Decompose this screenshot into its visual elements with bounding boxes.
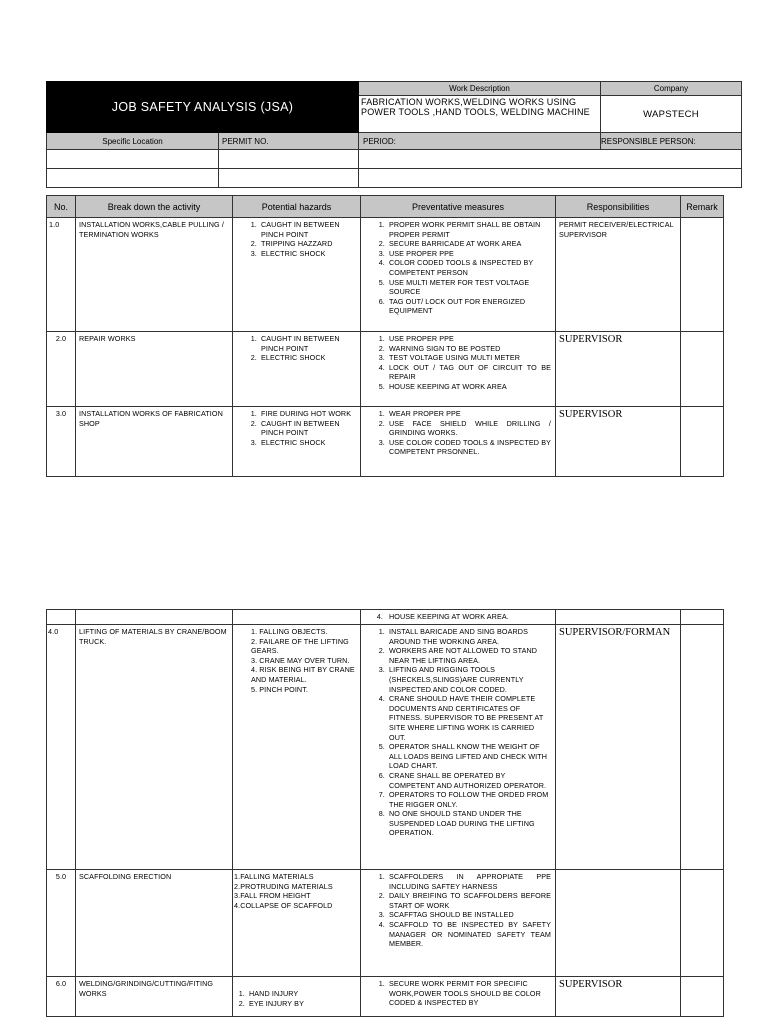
work-description-text: FABRICATION WORKS,WELDING WORKS USING POWER TOOLS ,HAND TOOLS, WELDING MACHINE: [361, 97, 590, 117]
hazard-item: 2.PROTRUDING MATERIALS: [234, 881, 333, 891]
jsa-activity-table-continued: [46, 609, 724, 1017]
row-number: 5.0: [47, 870, 76, 977]
hazards-cell: [233, 407, 361, 477]
work-description-label: Work Description: [359, 82, 601, 96]
responsibility-cell: SUPERVISOR: [556, 977, 681, 1017]
measure-item: 2. USE FACE SHIELD WHILE DRILLING / GRINDING WORKS.: [387, 419, 551, 438]
table-row: [47, 610, 724, 625]
hazard-item: 1. CAUGHT IN BETWEEN PINCH POINT: [259, 220, 360, 239]
measure-item: 3. LIFTING AND RIGGING TOOLS (SHECKELS,SLINGS)ARE CURRENTLY INSPECTED AND COLOR CODED.: [387, 665, 551, 694]
measure-item: 6. CRANE SHALL BE OPERATED BY COMPETENT AND AUTHORIZED OPERATOR.: [387, 771, 551, 790]
row-number: 4.0: [47, 625, 76, 870]
measure-item: 4. SCAFFOLD TO BE INSPECTED BY SAFETY MANAGER OR NOMINATED SAFETY TEAM MEMBER.: [387, 920, 551, 949]
measure-item: 6. TAG OUT/ LOCK OUT FOR ENERGIZED EQUIPMENT: [387, 297, 551, 316]
hazard-item: 2. FAILARE OF THE LIFTING GEARS.: [251, 636, 349, 656]
hazard-item: 4. RISK BEING HIT BY CRANE AND MATERIAL.: [251, 665, 355, 684]
hazard-item: 4.COLLAPSE OF SCAFFOLD: [234, 900, 333, 910]
measure-item: 8. NO ONE SHOULD STAND UNDER THE SUSPENDED LOAD DURING THE LIFTING OPERATION.: [387, 809, 551, 838]
row-number: [47, 610, 76, 625]
measures-cell: [361, 610, 556, 625]
hazards-cell: [233, 218, 361, 332]
hazards-cell: [233, 977, 361, 1017]
responsibility-cell: SUPERVISOR/FORMAN: [556, 625, 681, 870]
measures-cell: [361, 218, 556, 332]
hazards-cell: [233, 870, 361, 977]
col-remark: Remark: [681, 196, 724, 218]
specific-location-field[interactable]: [47, 150, 219, 169]
measure-item: 4. CRANE SHOULD HAVE THEIR COMPLETE DOCUMENTS AND CERTIFICATES OF FITNESS. SUPERVISOR TO BE PRESENT AT SITE WHERE LIFTING WORK IS CARRIED OUT.: [387, 694, 551, 742]
hazard-item: 3. ELECTRIC SHOCK: [259, 438, 360, 448]
table-row: [47, 870, 724, 977]
col-hazards: Potential hazards: [233, 196, 361, 218]
measures-cell: [361, 332, 556, 407]
measure-item: 1. WEAR PROPER PPE: [387, 409, 551, 419]
measure-number: 4.: [376, 612, 383, 621]
activity-cell: INSTALLATION WORKS OF FABRICATION SHOP: [76, 407, 233, 477]
table-row: [47, 407, 724, 477]
page-title-text: JOB SAFETY ANALYSIS (JSA): [111, 100, 294, 114]
hazards-cell: [233, 610, 361, 625]
measure-item: 2. WARNING SIGN TO BE POSTED: [387, 344, 551, 354]
measure-item: 1. INSTALL BARICADE AND SING BOARDS AROUND THE WORKING AREA.: [387, 627, 551, 646]
hazard-item: 2. TRIPPING HAZZARD: [259, 239, 360, 249]
responsible-person-label: RESPONSIBLE PERSON:: [601, 133, 742, 150]
activity-cell: INSTALLATION WORKS,CABLE PULLING / TERMINATION WORKS: [76, 218, 233, 332]
table-row: [47, 977, 724, 1017]
row-number: 1.0: [47, 218, 76, 332]
col-measures: Preventative measures: [361, 196, 556, 218]
measure-item: 2. SECURE BARRICADE AT WORK AREA: [387, 239, 551, 249]
measure-item: 7. OPERATORS TO FOLLOW THE ORDED FROM THE RIGGER ONLY.: [387, 790, 551, 809]
responsibility-cell: [556, 870, 681, 977]
activity-cell: WELDING/GRINDING/CUTTING/FITING WORKS: [76, 977, 233, 1017]
hazard-item: 1.FALLING MATERIALS: [234, 872, 314, 881]
period-field-2[interactable]: [359, 169, 742, 188]
measure-item: 2. DAILY BREIFING TO SCAFFOLDERS BEFORE START OF WORK: [387, 891, 551, 910]
period-field[interactable]: [359, 150, 742, 169]
col-responsibilities: Responsibilities: [556, 196, 681, 218]
hazard-item: 2. EYE INJURY BY: [247, 999, 360, 1009]
responsibility-cell: SUPERVISOR: [556, 407, 681, 477]
measure-item: 3. USE PROPER PPE: [387, 249, 551, 259]
table-row: [47, 218, 724, 332]
hazard-item: 1. CAUGHT IN BETWEEN PINCH POINT: [259, 334, 360, 353]
activity-cell: [76, 610, 233, 625]
activity-cell: REPAIR WORKS: [76, 332, 233, 407]
permit-no-label: PERMIT NO.: [219, 133, 359, 150]
jsa-header-table: [46, 81, 742, 188]
measure-item: 1. PROPER WORK PERMIT SHALL BE OBTAIN PROPER PERMIT: [387, 220, 551, 239]
responsibility-cell: PERMIT RECEIVER/ELECTRICAL SUPERVISOR: [556, 218, 681, 332]
row-number: 6.0: [47, 977, 76, 1017]
remark-cell: [681, 332, 724, 407]
work-description-value: [359, 96, 601, 133]
measure-item: 2. WORKERS ARE NOT ALLOWED TO STAND NEAR THE LIFTING AREA.: [387, 646, 551, 665]
hazard-item: 1. FIRE DURING HOT WORK: [259, 409, 360, 419]
responsibility-cell: [556, 610, 681, 625]
measure-item: 1. USE PROPER PPE: [387, 334, 551, 344]
activity-cell: LIFTING OF MATERIALS BY CRANE/BOOM TRUCK.: [76, 625, 233, 870]
col-no: No.: [47, 196, 76, 218]
hazard-item: 3.FALL FROM HEIGHT: [234, 891, 311, 901]
measures-cell: [361, 977, 556, 1017]
measure-item: 4. COLOR CODED TOOLS & INSPECTED BY COMPETENT PERSON: [387, 258, 551, 277]
remark-cell: [681, 610, 724, 625]
hazard-item: 5. PINCH POINT.: [251, 684, 309, 694]
measures-cell: [361, 407, 556, 477]
remark-cell: [681, 625, 724, 870]
measure-item: 3. USE COLOR CODED TOOLS & INSPECTED BY COMPETENT PRSONNEL.: [387, 438, 551, 457]
company-label: Company: [601, 82, 742, 96]
permit-no-field-2[interactable]: [219, 169, 359, 188]
remark-cell: [681, 407, 724, 477]
measure-item: 5. HOUSE KEEPING AT WORK AREA: [387, 382, 551, 392]
measures-cell: [361, 625, 556, 870]
hazard-item: 3. ELECTRIC SHOCK: [259, 249, 360, 259]
measure-item: 5. USE MULTI METER FOR TEST VOLTAGE SOURCE: [387, 278, 551, 297]
table-row: [47, 332, 724, 407]
measures-cell: [361, 870, 556, 977]
measure-item: 1. SCAFFOLDERS IN APPROPIATE PPE INCLUDING SAFTEY HARNESS: [387, 872, 551, 891]
activity-cell: SCAFFOLDING ERECTION: [76, 870, 233, 977]
period-label: PERIOD:: [359, 133, 601, 150]
measure-item: HOUSE KEEPING AT WORK AREA.: [389, 612, 509, 621]
hazard-item: 2. CAUGHT IN BETWEEN PINCH POINT: [259, 419, 360, 438]
hazards-cell: [233, 625, 361, 870]
company-value: [601, 96, 742, 133]
measure-item: 5. OPERATOR SHALL KNOW THE WEIGHT OF ALL LOADS BEING LIFTED AND CHECK WITH LOAD CHART.: [387, 742, 551, 771]
row-number: 2.0: [47, 332, 76, 407]
remark-cell: [681, 218, 724, 332]
hazard-item: 3. CRANE MAY OVER TURN.: [251, 655, 350, 665]
responsibility-cell: SUPERVISOR: [556, 332, 681, 407]
hazard-item: 2. ELECTRIC SHOCK: [259, 353, 360, 363]
hazards-cell: [233, 332, 361, 407]
company-text: WAPSTECH: [643, 108, 699, 120]
measure-item: 4. LOCK OUT / TAG OUT OF CIRCUIT TO BE REPAIR: [387, 363, 551, 382]
jsa-activity-table: [46, 195, 724, 477]
remark-cell: [681, 977, 724, 1017]
table-row: [47, 625, 724, 870]
col-activity: Break down the activity: [76, 196, 233, 218]
measure-item: 3. SCAFFTAG SHOULD BE INSTALLED: [387, 910, 551, 920]
measure-item: 1. SECURE WORK PERMIT FOR SPECIFIC WORK,POWER TOOLS SHOULD BE COLOR CODED & INSPECTED BY: [387, 979, 551, 1008]
hazard-item: 1. FALLING OBJECTS.: [251, 627, 328, 636]
permit-no-field[interactable]: [219, 150, 359, 169]
row-number: 3.0: [47, 407, 76, 477]
hazard-item: 1. HAND INJURY: [247, 989, 360, 999]
page-title: [47, 82, 359, 133]
remark-cell: [681, 870, 724, 977]
specific-location-label: Specific Location: [47, 133, 219, 150]
measure-item: 3. TEST VOLTAGE USING MULTI METER: [387, 353, 551, 363]
specific-location-field-2[interactable]: [47, 169, 219, 188]
